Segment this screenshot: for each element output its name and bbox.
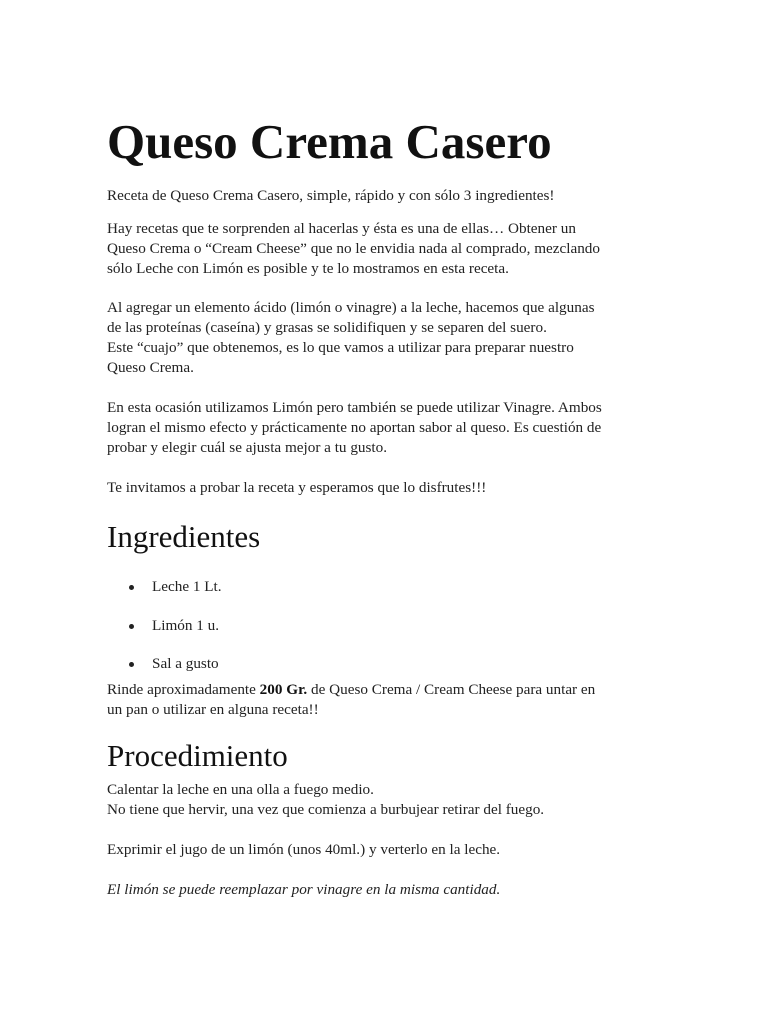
- ingredient-item: [152, 577, 222, 597]
- intro-p2-line: Queso Crema.: [107, 359, 194, 376]
- procedure-note: El limón se puede reemplazar por vinagre en la misma cantidad.: [107, 881, 501, 898]
- step-1-line: No tiene que hervir, una vez que comienza a burbujear retirar del fuego.: [107, 801, 545, 818]
- bullet-icon: [129, 585, 134, 590]
- intro-subtitle: Receta de Queso Crema Casero, simple, rápido y con sólo 3 ingredientes!: [107, 187, 555, 204]
- ingredient-label: Leche 1 Lt.: [152, 578, 222, 595]
- yield-paragraph: [107, 680, 667, 720]
- intro-p1-line: sólo Leche con Limón es posible y te lo mostramos en esta receta.: [107, 260, 509, 277]
- bullet-icon: [129, 662, 134, 667]
- page-title: Queso Crema Casero: [107, 114, 552, 169]
- intro-p1-line: Hay recetas que te sorprenden al hacerlas y ésta es una de ellas… Obtener un: [107, 220, 576, 237]
- procedure-step-2: Exprimir el jugo de un limón (unos 40ml.) y verterlo en la leche.: [107, 841, 501, 858]
- intro-paragraph-2: [107, 298, 667, 378]
- bullet-icon: [129, 624, 134, 629]
- intro-p3-line: probar y elegir cuál se ajusta mejor a tu gusto.: [107, 439, 388, 456]
- yield-post: de Queso Crema / Cream Cheese para untar en: [307, 681, 596, 698]
- ingredients-heading: Ingredientes: [107, 519, 261, 554]
- ingredient-label: Sal a gusto: [152, 655, 219, 672]
- intro-paragraph-3: [107, 398, 667, 458]
- yield-line-2: un pan o utilizar en alguna receta!!: [107, 701, 319, 718]
- intro-p1-line: Queso Crema o “Cream Cheese” que no le envidia nada al comprado, mezclando: [107, 240, 600, 257]
- intro-p2-line: Este “cuajo” que obtenemos, es lo que vamos a utilizar para preparar nuestro: [107, 339, 574, 356]
- intro-paragraph-1: [107, 219, 667, 279]
- yield-pre: Rinde aproximadamente: [107, 681, 260, 698]
- intro-p2-line: de las proteínas (caseína) y grasas se solidifiquen y se separen del suero.: [107, 319, 547, 336]
- yield-line: [107, 680, 667, 700]
- intro-p3-line: logran el mismo efecto y prácticamente no aportan sabor al queso. Es cuestión de: [107, 419, 602, 436]
- ingredient-item: [152, 616, 219, 636]
- intro-p3-line: En esta ocasión utilizamos Limón pero también se puede utilizar Vinagre. Ambos: [107, 399, 602, 416]
- intro-paragraph-4: Te invitamos a probar la receta y esperamos que lo disfrutes!!!: [107, 479, 487, 496]
- yield-amount: 200 Gr.: [259, 681, 308, 698]
- ingredient-label: Limón 1 u.: [152, 617, 220, 634]
- procedure-step-1: [107, 780, 667, 820]
- intro-p2-line: Al agregar un elemento ácido (limón o vinagre) a la leche, hacemos que algunas: [107, 299, 595, 316]
- ingredient-item: [152, 654, 219, 674]
- step-1-line: Calentar la leche en una olla a fuego medio.: [107, 781, 374, 798]
- procedure-heading: Procedimiento: [107, 738, 288, 773]
